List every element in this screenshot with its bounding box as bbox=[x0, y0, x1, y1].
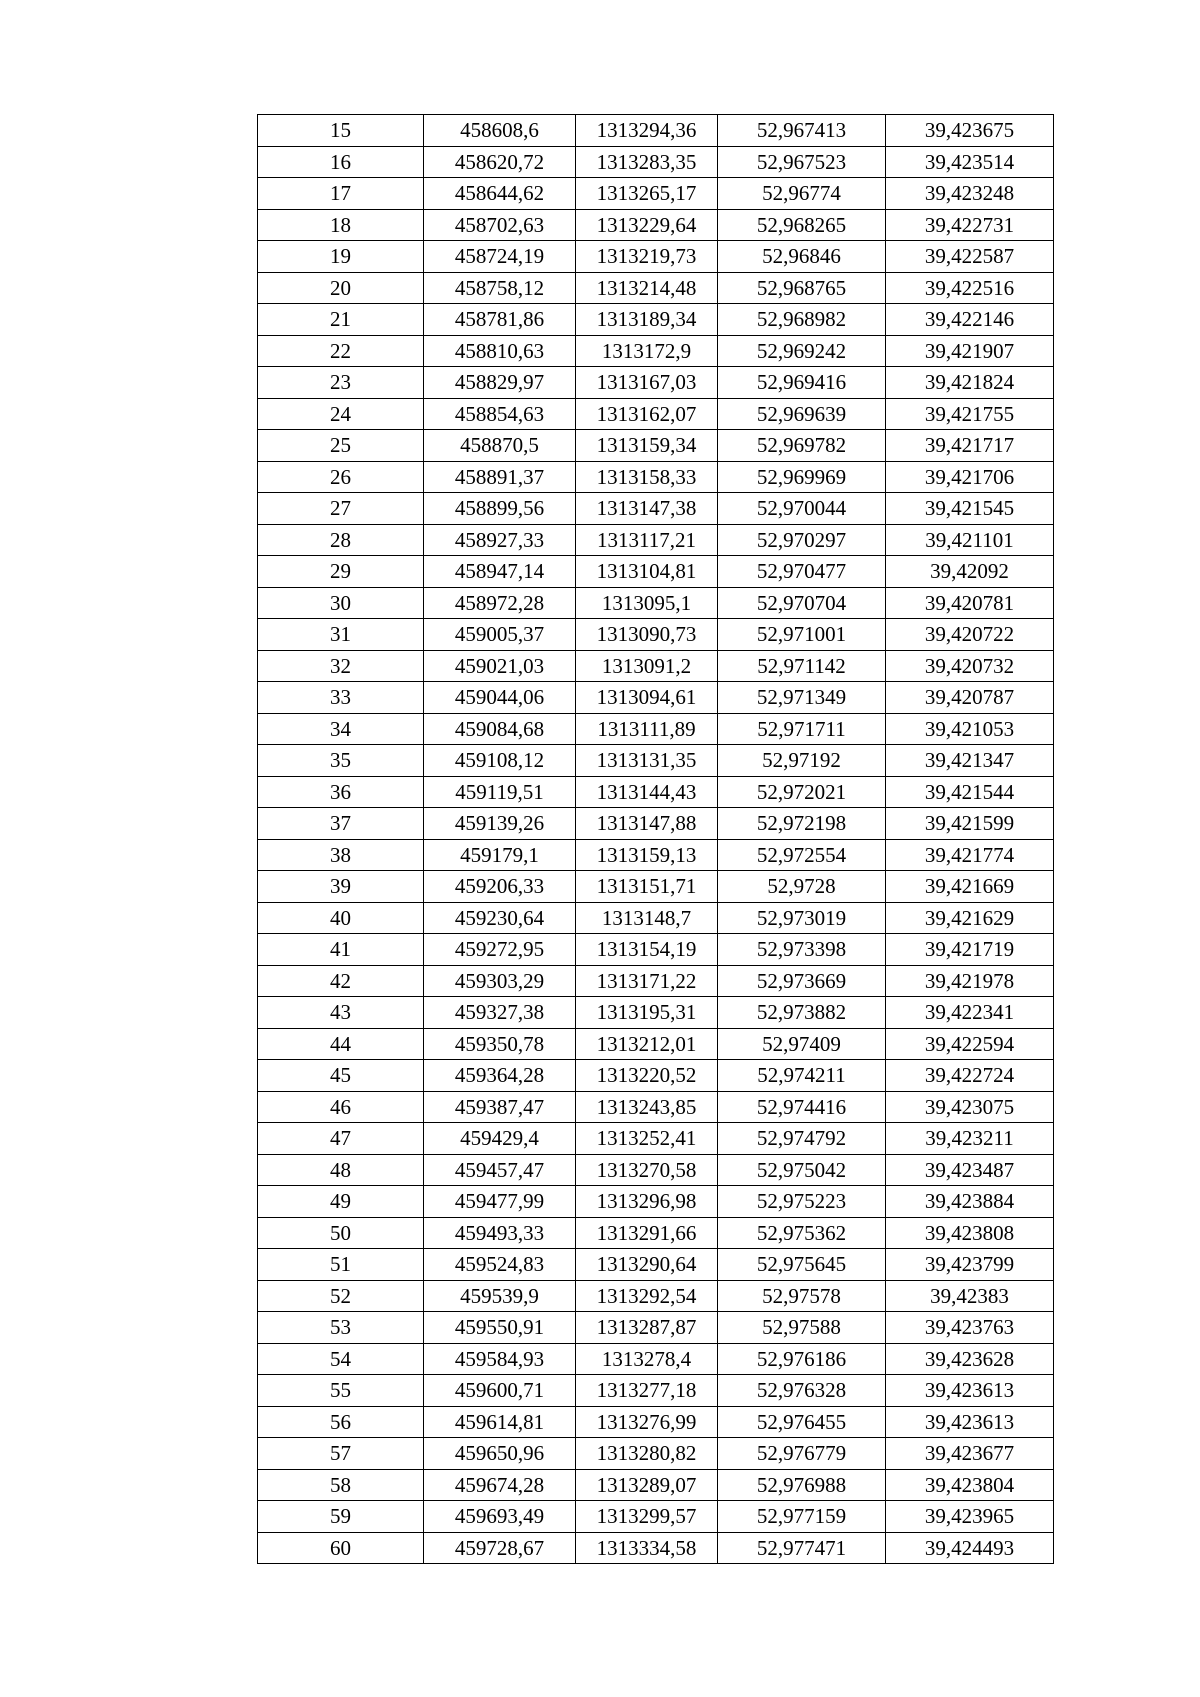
y-coordinate-cell: 1313265,17 bbox=[576, 178, 718, 210]
table-row bbox=[258, 556, 1054, 588]
table-row bbox=[258, 115, 1054, 147]
point-number-cell: 21 bbox=[258, 304, 424, 336]
table-row bbox=[258, 1406, 1054, 1438]
latitude-cell: 52,969416 bbox=[718, 367, 886, 399]
point-number-cell: 50 bbox=[258, 1217, 424, 1249]
y-coordinate-cell: 1313292,54 bbox=[576, 1280, 718, 1312]
x-coordinate-cell: 458854,63 bbox=[424, 398, 576, 430]
x-coordinate-cell: 459021,03 bbox=[424, 650, 576, 682]
x-coordinate-cell: 458870,5 bbox=[424, 430, 576, 462]
point-number-cell: 52 bbox=[258, 1280, 424, 1312]
x-coordinate-cell: 459084,68 bbox=[424, 713, 576, 745]
longitude-cell: 39,423884 bbox=[886, 1186, 1054, 1218]
longitude-cell: 39,422341 bbox=[886, 997, 1054, 1029]
y-coordinate-cell: 1313214,48 bbox=[576, 272, 718, 304]
y-coordinate-cell: 1313162,07 bbox=[576, 398, 718, 430]
latitude-cell: 52,96846 bbox=[718, 241, 886, 273]
latitude-cell: 52,968982 bbox=[718, 304, 886, 336]
point-number-cell: 22 bbox=[258, 335, 424, 367]
latitude-cell: 52,967413 bbox=[718, 115, 886, 147]
x-coordinate-cell: 458927,33 bbox=[424, 524, 576, 556]
longitude-cell: 39,421599 bbox=[886, 808, 1054, 840]
table-row bbox=[258, 776, 1054, 808]
latitude-cell: 52,976186 bbox=[718, 1343, 886, 1375]
x-coordinate-cell: 458620,72 bbox=[424, 146, 576, 178]
table-row bbox=[258, 1154, 1054, 1186]
x-coordinate-cell: 459230,64 bbox=[424, 902, 576, 934]
table-row bbox=[258, 1438, 1054, 1470]
table-row bbox=[258, 1501, 1054, 1533]
longitude-cell: 39,421774 bbox=[886, 839, 1054, 871]
x-coordinate-cell: 459350,78 bbox=[424, 1028, 576, 1060]
x-coordinate-cell: 458972,28 bbox=[424, 587, 576, 619]
x-coordinate-cell: 459584,93 bbox=[424, 1343, 576, 1375]
point-number-cell: 53 bbox=[258, 1312, 424, 1344]
latitude-cell: 52,972021 bbox=[718, 776, 886, 808]
coordinates-table bbox=[257, 114, 1054, 1564]
longitude-cell: 39,422594 bbox=[886, 1028, 1054, 1060]
latitude-cell: 52,970044 bbox=[718, 493, 886, 525]
latitude-cell: 52,976779 bbox=[718, 1438, 886, 1470]
point-number-cell: 38 bbox=[258, 839, 424, 871]
latitude-cell: 52,970297 bbox=[718, 524, 886, 556]
longitude-cell: 39,423487 bbox=[886, 1154, 1054, 1186]
point-number-cell: 18 bbox=[258, 209, 424, 241]
y-coordinate-cell: 1313131,35 bbox=[576, 745, 718, 777]
y-coordinate-cell: 1313189,34 bbox=[576, 304, 718, 336]
latitude-cell: 52,968265 bbox=[718, 209, 886, 241]
table-row bbox=[258, 335, 1054, 367]
x-coordinate-cell: 459387,47 bbox=[424, 1091, 576, 1123]
longitude-cell: 39,423763 bbox=[886, 1312, 1054, 1344]
latitude-cell: 52,977471 bbox=[718, 1532, 886, 1564]
point-number-cell: 48 bbox=[258, 1154, 424, 1186]
point-number-cell: 34 bbox=[258, 713, 424, 745]
latitude-cell: 52,968765 bbox=[718, 272, 886, 304]
x-coordinate-cell: 458947,14 bbox=[424, 556, 576, 588]
x-coordinate-cell: 459614,81 bbox=[424, 1406, 576, 1438]
x-coordinate-cell: 459005,37 bbox=[424, 619, 576, 651]
y-coordinate-cell: 1313287,87 bbox=[576, 1312, 718, 1344]
point-number-cell: 20 bbox=[258, 272, 424, 304]
x-coordinate-cell: 458758,12 bbox=[424, 272, 576, 304]
point-number-cell: 44 bbox=[258, 1028, 424, 1060]
y-coordinate-cell: 1313144,43 bbox=[576, 776, 718, 808]
latitude-cell: 52,969242 bbox=[718, 335, 886, 367]
point-number-cell: 39 bbox=[258, 871, 424, 903]
latitude-cell: 52,972198 bbox=[718, 808, 886, 840]
table-row bbox=[258, 146, 1054, 178]
longitude-cell: 39,423514 bbox=[886, 146, 1054, 178]
latitude-cell: 52,973669 bbox=[718, 965, 886, 997]
latitude-cell: 52,976328 bbox=[718, 1375, 886, 1407]
x-coordinate-cell: 458781,86 bbox=[424, 304, 576, 336]
y-coordinate-cell: 1313094,61 bbox=[576, 682, 718, 714]
longitude-cell: 39,423075 bbox=[886, 1091, 1054, 1123]
x-coordinate-cell: 459364,28 bbox=[424, 1060, 576, 1092]
x-coordinate-cell: 458899,56 bbox=[424, 493, 576, 525]
y-coordinate-cell: 1313159,13 bbox=[576, 839, 718, 871]
point-number-cell: 15 bbox=[258, 115, 424, 147]
longitude-cell: 39,421053 bbox=[886, 713, 1054, 745]
latitude-cell: 52,97409 bbox=[718, 1028, 886, 1060]
point-number-cell: 24 bbox=[258, 398, 424, 430]
point-number-cell: 46 bbox=[258, 1091, 424, 1123]
x-coordinate-cell: 459728,67 bbox=[424, 1532, 576, 1564]
y-coordinate-cell: 1313104,81 bbox=[576, 556, 718, 588]
table-row bbox=[258, 1249, 1054, 1281]
longitude-cell: 39,421706 bbox=[886, 461, 1054, 493]
table-row bbox=[258, 178, 1054, 210]
table-row bbox=[258, 1091, 1054, 1123]
longitude-cell: 39,423799 bbox=[886, 1249, 1054, 1281]
point-number-cell: 26 bbox=[258, 461, 424, 493]
latitude-cell: 52,970477 bbox=[718, 556, 886, 588]
y-coordinate-cell: 1313291,66 bbox=[576, 1217, 718, 1249]
table-row bbox=[258, 524, 1054, 556]
table-row bbox=[258, 272, 1054, 304]
table-row bbox=[258, 1280, 1054, 1312]
table-row bbox=[258, 304, 1054, 336]
table-row bbox=[258, 1123, 1054, 1155]
longitude-cell: 39,420722 bbox=[886, 619, 1054, 651]
latitude-cell: 52,97192 bbox=[718, 745, 886, 777]
y-coordinate-cell: 1313334,58 bbox=[576, 1532, 718, 1564]
longitude-cell: 39,423804 bbox=[886, 1469, 1054, 1501]
latitude-cell: 52,977159 bbox=[718, 1501, 886, 1533]
point-number-cell: 35 bbox=[258, 745, 424, 777]
y-coordinate-cell: 1313290,64 bbox=[576, 1249, 718, 1281]
y-coordinate-cell: 1313195,31 bbox=[576, 997, 718, 1029]
table-row bbox=[258, 1028, 1054, 1060]
y-coordinate-cell: 1313167,03 bbox=[576, 367, 718, 399]
y-coordinate-cell: 1313280,82 bbox=[576, 1438, 718, 1470]
latitude-cell: 52,972554 bbox=[718, 839, 886, 871]
longitude-cell: 39,420732 bbox=[886, 650, 1054, 682]
longitude-cell: 39,423675 bbox=[886, 115, 1054, 147]
table-row bbox=[258, 461, 1054, 493]
point-number-cell: 51 bbox=[258, 1249, 424, 1281]
longitude-cell: 39,421347 bbox=[886, 745, 1054, 777]
point-number-cell: 57 bbox=[258, 1438, 424, 1470]
latitude-cell: 52,969639 bbox=[718, 398, 886, 430]
table-row bbox=[258, 902, 1054, 934]
table-row bbox=[258, 1343, 1054, 1375]
x-coordinate-cell: 459272,95 bbox=[424, 934, 576, 966]
latitude-cell: 52,970704 bbox=[718, 587, 886, 619]
y-coordinate-cell: 1313277,18 bbox=[576, 1375, 718, 1407]
point-number-cell: 33 bbox=[258, 682, 424, 714]
table-row bbox=[258, 430, 1054, 462]
x-coordinate-cell: 459119,51 bbox=[424, 776, 576, 808]
table-row bbox=[258, 241, 1054, 273]
x-coordinate-cell: 458702,63 bbox=[424, 209, 576, 241]
point-number-cell: 41 bbox=[258, 934, 424, 966]
y-coordinate-cell: 1313171,22 bbox=[576, 965, 718, 997]
latitude-cell: 52,96774 bbox=[718, 178, 886, 210]
y-coordinate-cell: 1313252,41 bbox=[576, 1123, 718, 1155]
longitude-cell: 39,421824 bbox=[886, 367, 1054, 399]
y-coordinate-cell: 1313289,07 bbox=[576, 1469, 718, 1501]
x-coordinate-cell: 458644,62 bbox=[424, 178, 576, 210]
point-number-cell: 31 bbox=[258, 619, 424, 651]
table-row bbox=[258, 209, 1054, 241]
point-number-cell: 37 bbox=[258, 808, 424, 840]
point-number-cell: 23 bbox=[258, 367, 424, 399]
table-row bbox=[258, 1186, 1054, 1218]
y-coordinate-cell: 1313148,7 bbox=[576, 902, 718, 934]
y-coordinate-cell: 1313147,88 bbox=[576, 808, 718, 840]
point-number-cell: 30 bbox=[258, 587, 424, 619]
table-row bbox=[258, 745, 1054, 777]
x-coordinate-cell: 459650,96 bbox=[424, 1438, 576, 1470]
longitude-cell: 39,422724 bbox=[886, 1060, 1054, 1092]
latitude-cell: 52,974792 bbox=[718, 1123, 886, 1155]
y-coordinate-cell: 1313091,2 bbox=[576, 650, 718, 682]
table-row bbox=[258, 1469, 1054, 1501]
y-coordinate-cell: 1313296,98 bbox=[576, 1186, 718, 1218]
table-row bbox=[258, 1375, 1054, 1407]
y-coordinate-cell: 1313159,34 bbox=[576, 430, 718, 462]
y-coordinate-cell: 1313158,33 bbox=[576, 461, 718, 493]
table-row bbox=[258, 839, 1054, 871]
x-coordinate-cell: 459327,38 bbox=[424, 997, 576, 1029]
table-row bbox=[258, 1217, 1054, 1249]
point-number-cell: 45 bbox=[258, 1060, 424, 1092]
latitude-cell: 52,974416 bbox=[718, 1091, 886, 1123]
longitude-cell: 39,42092 bbox=[886, 556, 1054, 588]
latitude-cell: 52,969782 bbox=[718, 430, 886, 462]
latitude-cell: 52,975362 bbox=[718, 1217, 886, 1249]
table-row bbox=[258, 713, 1054, 745]
latitude-cell: 52,975223 bbox=[718, 1186, 886, 1218]
table-row bbox=[258, 619, 1054, 651]
longitude-cell: 39,422731 bbox=[886, 209, 1054, 241]
y-coordinate-cell: 1313147,38 bbox=[576, 493, 718, 525]
point-number-cell: 27 bbox=[258, 493, 424, 525]
table-row bbox=[258, 965, 1054, 997]
latitude-cell: 52,973882 bbox=[718, 997, 886, 1029]
x-coordinate-cell: 459429,4 bbox=[424, 1123, 576, 1155]
longitude-cell: 39,42383 bbox=[886, 1280, 1054, 1312]
latitude-cell: 52,971001 bbox=[718, 619, 886, 651]
y-coordinate-cell: 1313294,36 bbox=[576, 115, 718, 147]
longitude-cell: 39,421545 bbox=[886, 493, 1054, 525]
table-row bbox=[258, 493, 1054, 525]
x-coordinate-cell: 459457,47 bbox=[424, 1154, 576, 1186]
y-coordinate-cell: 1313172,9 bbox=[576, 335, 718, 367]
longitude-cell: 39,423628 bbox=[886, 1343, 1054, 1375]
longitude-cell: 39,423211 bbox=[886, 1123, 1054, 1155]
table-row bbox=[258, 398, 1054, 430]
longitude-cell: 39,421719 bbox=[886, 934, 1054, 966]
point-number-cell: 54 bbox=[258, 1343, 424, 1375]
longitude-cell: 39,424493 bbox=[886, 1532, 1054, 1564]
point-number-cell: 19 bbox=[258, 241, 424, 273]
longitude-cell: 39,422516 bbox=[886, 272, 1054, 304]
x-coordinate-cell: 459539,9 bbox=[424, 1280, 576, 1312]
table-row bbox=[258, 587, 1054, 619]
latitude-cell: 52,969969 bbox=[718, 461, 886, 493]
longitude-cell: 39,420781 bbox=[886, 587, 1054, 619]
point-number-cell: 17 bbox=[258, 178, 424, 210]
latitude-cell: 52,976455 bbox=[718, 1406, 886, 1438]
x-coordinate-cell: 459600,71 bbox=[424, 1375, 576, 1407]
x-coordinate-cell: 459674,28 bbox=[424, 1469, 576, 1501]
longitude-cell: 39,421101 bbox=[886, 524, 1054, 556]
table-row bbox=[258, 1532, 1054, 1564]
table-row bbox=[258, 1060, 1054, 1092]
point-number-cell: 25 bbox=[258, 430, 424, 462]
longitude-cell: 39,421755 bbox=[886, 398, 1054, 430]
x-coordinate-cell: 458724,19 bbox=[424, 241, 576, 273]
x-coordinate-cell: 459179,1 bbox=[424, 839, 576, 871]
longitude-cell: 39,421717 bbox=[886, 430, 1054, 462]
table-row bbox=[258, 682, 1054, 714]
x-coordinate-cell: 459139,26 bbox=[424, 808, 576, 840]
point-number-cell: 40 bbox=[258, 902, 424, 934]
latitude-cell: 52,97578 bbox=[718, 1280, 886, 1312]
y-coordinate-cell: 1313243,85 bbox=[576, 1091, 718, 1123]
point-number-cell: 59 bbox=[258, 1501, 424, 1533]
point-number-cell: 49 bbox=[258, 1186, 424, 1218]
point-number-cell: 43 bbox=[258, 997, 424, 1029]
point-number-cell: 60 bbox=[258, 1532, 424, 1564]
y-coordinate-cell: 1313276,99 bbox=[576, 1406, 718, 1438]
longitude-cell: 39,422587 bbox=[886, 241, 1054, 273]
point-number-cell: 36 bbox=[258, 776, 424, 808]
table-row bbox=[258, 934, 1054, 966]
latitude-cell: 52,973019 bbox=[718, 902, 886, 934]
y-coordinate-cell: 1313212,01 bbox=[576, 1028, 718, 1060]
latitude-cell: 52,971349 bbox=[718, 682, 886, 714]
longitude-cell: 39,423248 bbox=[886, 178, 1054, 210]
x-coordinate-cell: 458891,37 bbox=[424, 461, 576, 493]
latitude-cell: 52,967523 bbox=[718, 146, 886, 178]
table-row bbox=[258, 871, 1054, 903]
x-coordinate-cell: 459044,06 bbox=[424, 682, 576, 714]
table-row bbox=[258, 808, 1054, 840]
coordinates-table-body bbox=[258, 115, 1054, 1564]
point-number-cell: 28 bbox=[258, 524, 424, 556]
longitude-cell: 39,423613 bbox=[886, 1406, 1054, 1438]
longitude-cell: 39,423808 bbox=[886, 1217, 1054, 1249]
longitude-cell: 39,423613 bbox=[886, 1375, 1054, 1407]
longitude-cell: 39,423965 bbox=[886, 1501, 1054, 1533]
point-number-cell: 42 bbox=[258, 965, 424, 997]
x-coordinate-cell: 459477,99 bbox=[424, 1186, 576, 1218]
x-coordinate-cell: 458810,63 bbox=[424, 335, 576, 367]
longitude-cell: 39,421629 bbox=[886, 902, 1054, 934]
table-row bbox=[258, 367, 1054, 399]
x-coordinate-cell: 459524,83 bbox=[424, 1249, 576, 1281]
longitude-cell: 39,422146 bbox=[886, 304, 1054, 336]
y-coordinate-cell: 1313270,58 bbox=[576, 1154, 718, 1186]
y-coordinate-cell: 1313283,35 bbox=[576, 146, 718, 178]
point-number-cell: 55 bbox=[258, 1375, 424, 1407]
point-number-cell: 58 bbox=[258, 1469, 424, 1501]
y-coordinate-cell: 1313154,19 bbox=[576, 934, 718, 966]
latitude-cell: 52,973398 bbox=[718, 934, 886, 966]
point-number-cell: 16 bbox=[258, 146, 424, 178]
point-number-cell: 32 bbox=[258, 650, 424, 682]
point-number-cell: 56 bbox=[258, 1406, 424, 1438]
y-coordinate-cell: 1313278,4 bbox=[576, 1343, 718, 1375]
y-coordinate-cell: 1313111,89 bbox=[576, 713, 718, 745]
x-coordinate-cell: 459693,49 bbox=[424, 1501, 576, 1533]
x-coordinate-cell: 458829,97 bbox=[424, 367, 576, 399]
y-coordinate-cell: 1313151,71 bbox=[576, 871, 718, 903]
latitude-cell: 52,9728 bbox=[718, 871, 886, 903]
latitude-cell: 52,97588 bbox=[718, 1312, 886, 1344]
y-coordinate-cell: 1313117,21 bbox=[576, 524, 718, 556]
longitude-cell: 39,421544 bbox=[886, 776, 1054, 808]
y-coordinate-cell: 1313219,73 bbox=[576, 241, 718, 273]
x-coordinate-cell: 459493,33 bbox=[424, 1217, 576, 1249]
point-number-cell: 47 bbox=[258, 1123, 424, 1155]
y-coordinate-cell: 1313090,73 bbox=[576, 619, 718, 651]
x-coordinate-cell: 459206,33 bbox=[424, 871, 576, 903]
y-coordinate-cell: 1313220,52 bbox=[576, 1060, 718, 1092]
table-row bbox=[258, 997, 1054, 1029]
latitude-cell: 52,971142 bbox=[718, 650, 886, 682]
longitude-cell: 39,421907 bbox=[886, 335, 1054, 367]
latitude-cell: 52,971711 bbox=[718, 713, 886, 745]
y-coordinate-cell: 1313299,57 bbox=[576, 1501, 718, 1533]
longitude-cell: 39,423677 bbox=[886, 1438, 1054, 1470]
table-row bbox=[258, 1312, 1054, 1344]
y-coordinate-cell: 1313095,1 bbox=[576, 587, 718, 619]
x-coordinate-cell: 459108,12 bbox=[424, 745, 576, 777]
point-number-cell: 29 bbox=[258, 556, 424, 588]
latitude-cell: 52,975645 bbox=[718, 1249, 886, 1281]
x-coordinate-cell: 459303,29 bbox=[424, 965, 576, 997]
latitude-cell: 52,976988 bbox=[718, 1469, 886, 1501]
latitude-cell: 52,974211 bbox=[718, 1060, 886, 1092]
x-coordinate-cell: 458608,6 bbox=[424, 115, 576, 147]
y-coordinate-cell: 1313229,64 bbox=[576, 209, 718, 241]
x-coordinate-cell: 459550,91 bbox=[424, 1312, 576, 1344]
longitude-cell: 39,421978 bbox=[886, 965, 1054, 997]
longitude-cell: 39,420787 bbox=[886, 682, 1054, 714]
latitude-cell: 52,975042 bbox=[718, 1154, 886, 1186]
longitude-cell: 39,421669 bbox=[886, 871, 1054, 903]
table-row bbox=[258, 650, 1054, 682]
